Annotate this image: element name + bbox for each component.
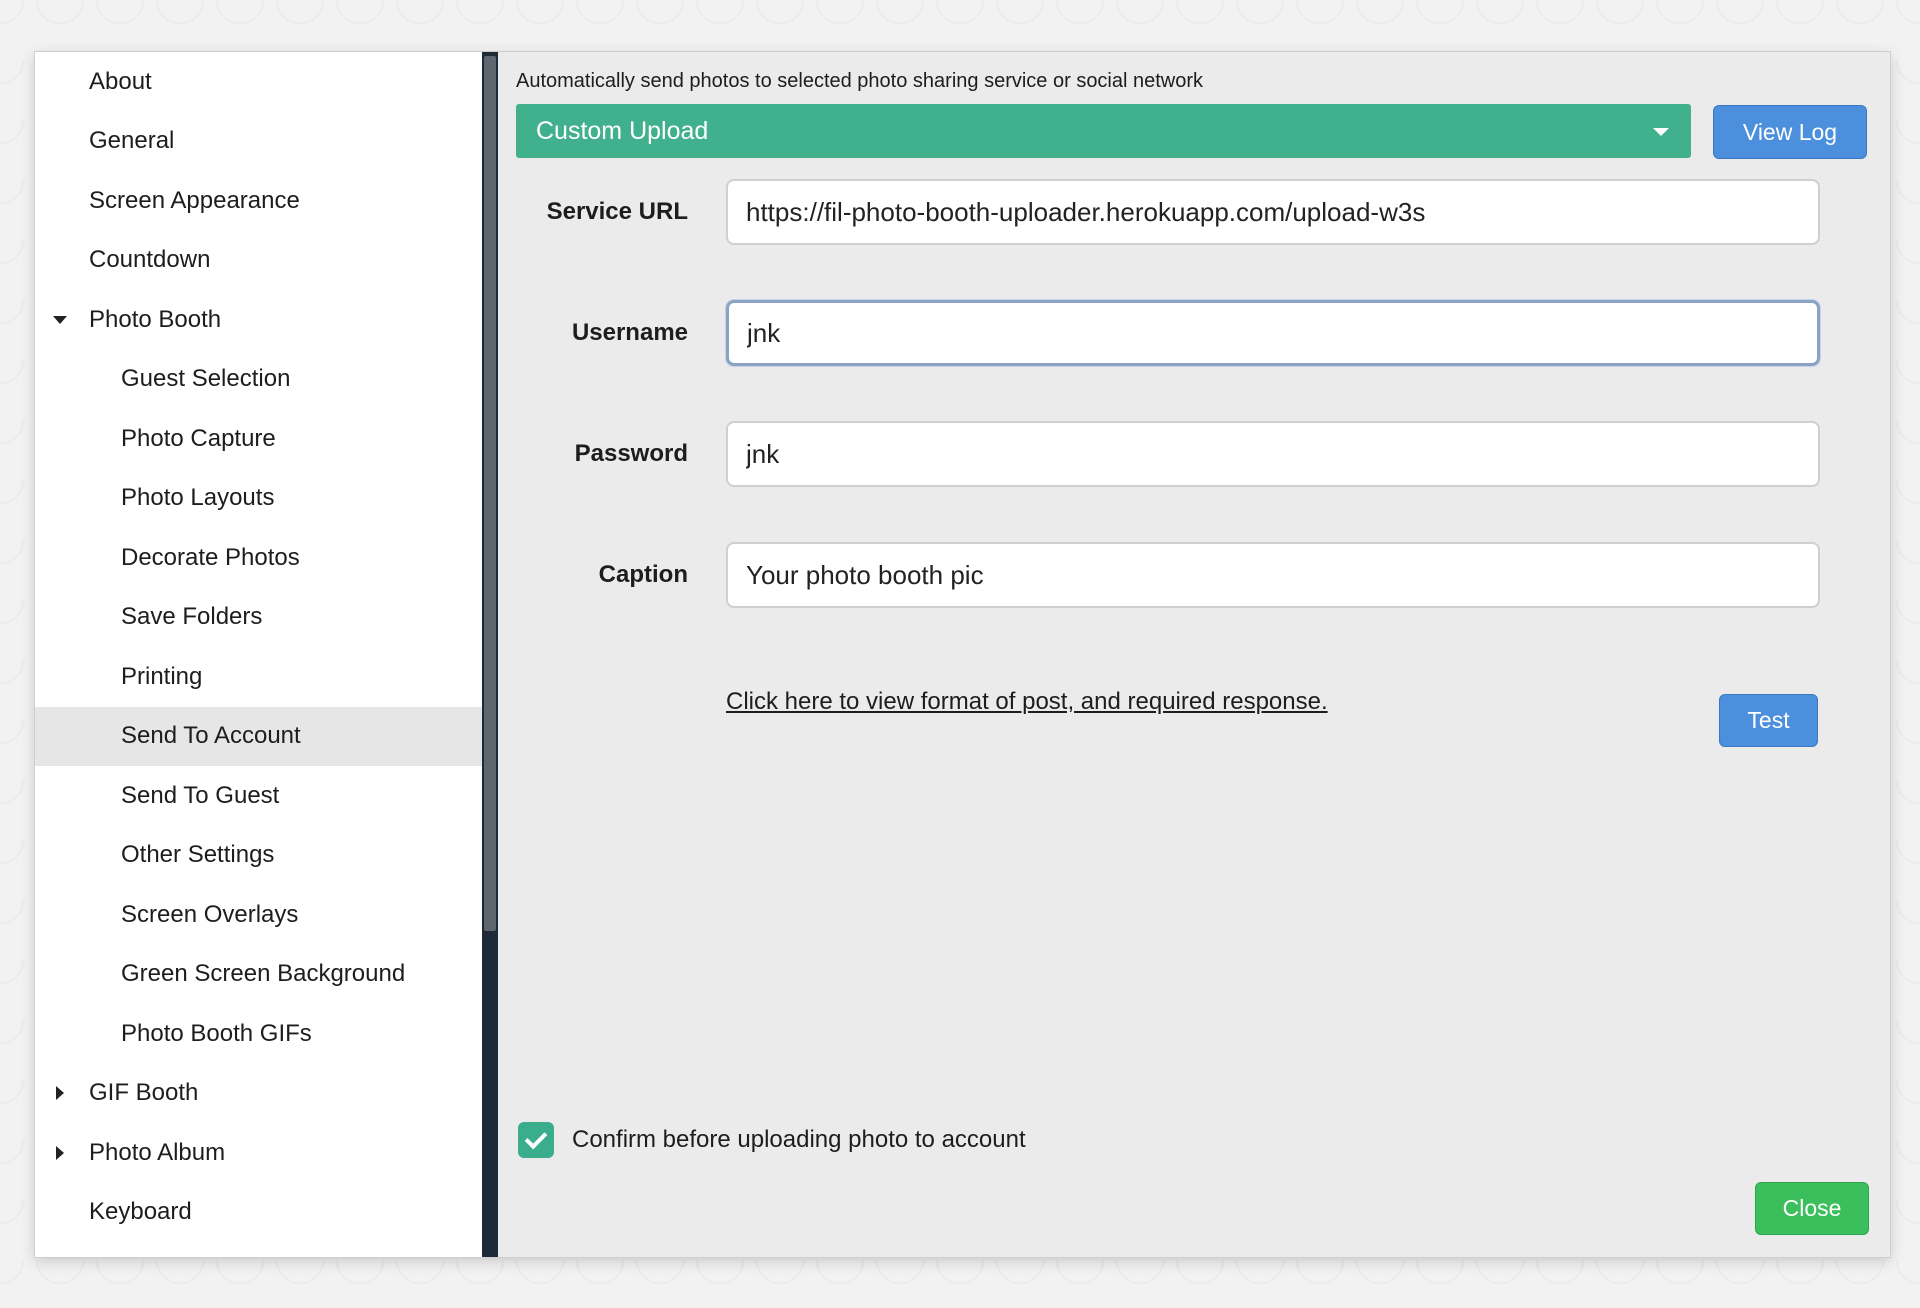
sidebar-item-save-folders[interactable] <box>35 588 482 648</box>
sidebar-item-photo-capture[interactable] <box>35 409 482 469</box>
sidebar-nav-list <box>35 52 482 1242</box>
service-select-value: Custom Upload <box>536 116 709 145</box>
sidebar-item-photo-layouts[interactable] <box>35 469 482 529</box>
sidebar-item-label: Send To Account <box>121 722 301 750</box>
sidebar-item-keyboard[interactable] <box>35 1183 482 1243</box>
sidebar-item-green-screen-background[interactable] <box>35 945 482 1005</box>
sidebar-item-guest-selection[interactable] <box>35 350 482 410</box>
sidebar-item-screen-overlays[interactable] <box>35 885 482 945</box>
service-select[interactable] <box>516 104 1691 158</box>
sidebar-item-decorate-photos[interactable] <box>35 528 482 588</box>
sidebar-item-label: Save Folders <box>121 603 263 631</box>
sidebar-item-label: General <box>89 127 175 155</box>
sidebar-item-photo-album[interactable] <box>35 1123 482 1183</box>
sidebar-item-photo-booth[interactable] <box>35 290 482 350</box>
sidebar-item-label: Photo Layouts <box>121 484 275 512</box>
sidebar-item-label: Send To Guest <box>121 781 280 809</box>
username-input[interactable] <box>726 300 1820 366</box>
sidebar-item-label: Screen Overlays <box>121 900 299 928</box>
close-button[interactable]: Close <box>1755 1182 1869 1235</box>
sidebar-item-general[interactable] <box>35 112 482 172</box>
sidebar-item-printing[interactable] <box>35 647 482 707</box>
sidebar-scrollbar-thumb[interactable] <box>484 56 496 931</box>
sidebar-item-label: About <box>89 67 152 95</box>
settings-sidebar <box>35 52 482 1257</box>
sidebar-item-label: Photo Booth GIFs <box>121 1019 312 1047</box>
caret-right-icon[interactable] <box>56 1146 64 1160</box>
sidebar-item-countdown[interactable] <box>35 231 482 291</box>
password-input[interactable] <box>726 421 1820 487</box>
view-log-button[interactable]: View Log <box>1713 105 1867 159</box>
sidebar-item-label: Keyboard <box>89 1198 192 1226</box>
sidebar-item-screen-appearance[interactable] <box>35 171 482 231</box>
sidebar-item-label: Photo Booth <box>89 305 222 333</box>
service-url-label: Service URL <box>546 198 688 225</box>
caption-input[interactable] <box>726 542 1820 608</box>
sidebar-item-label: Photo Album <box>89 1138 226 1166</box>
password-label: Password <box>574 440 688 467</box>
service-url-input[interactable] <box>726 179 1820 245</box>
sidebar-item-label: Photo Capture <box>121 424 276 452</box>
sidebar-scrollbar[interactable] <box>482 52 498 1257</box>
sidebar-item-label: Green Screen Background <box>121 960 406 988</box>
sidebar-item-label: Other Settings <box>121 841 275 869</box>
send-to-account-panel <box>498 52 1890 1257</box>
sidebar-item-gif-booth[interactable] <box>35 1064 482 1124</box>
sidebar-item-other-settings[interactable] <box>35 826 482 886</box>
confirm-upload-label[interactable]: Confirm before uploading photo to account <box>572 1126 1026 1153</box>
caret-down-icon[interactable] <box>53 316 67 324</box>
sidebar-item-photo-booth-gifs[interactable] <box>35 1004 482 1064</box>
caption-label: Caption <box>598 561 688 588</box>
chevron-down-icon <box>1653 128 1669 136</box>
settings-dialog <box>35 52 1890 1257</box>
sidebar-item-send-to-account[interactable] <box>35 707 482 767</box>
sidebar-item-label: Printing <box>121 662 203 690</box>
caret-right-icon[interactable] <box>56 1086 64 1100</box>
sidebar-item-label: Decorate Photos <box>121 543 300 571</box>
sidebar-item-label: Guest Selection <box>121 365 291 393</box>
post-format-link[interactable]: Click here to view format of post, and required response. <box>726 688 1328 715</box>
confirm-upload-row <box>518 1122 1026 1158</box>
panel-description: Automatically send photos to selected photo sharing service or social network <box>516 70 1204 92</box>
test-button[interactable]: Test <box>1719 694 1818 747</box>
sidebar-item-about[interactable] <box>35 52 482 112</box>
sidebar-item-send-to-guest[interactable] <box>35 766 482 826</box>
sidebar-item-label: Screen Appearance <box>89 186 300 214</box>
username-label: Username <box>571 319 688 346</box>
sidebar-item-label: GIF Booth <box>89 1079 199 1107</box>
confirm-upload-checkbox[interactable] <box>518 1122 554 1158</box>
sidebar-item-label: Countdown <box>89 246 211 274</box>
